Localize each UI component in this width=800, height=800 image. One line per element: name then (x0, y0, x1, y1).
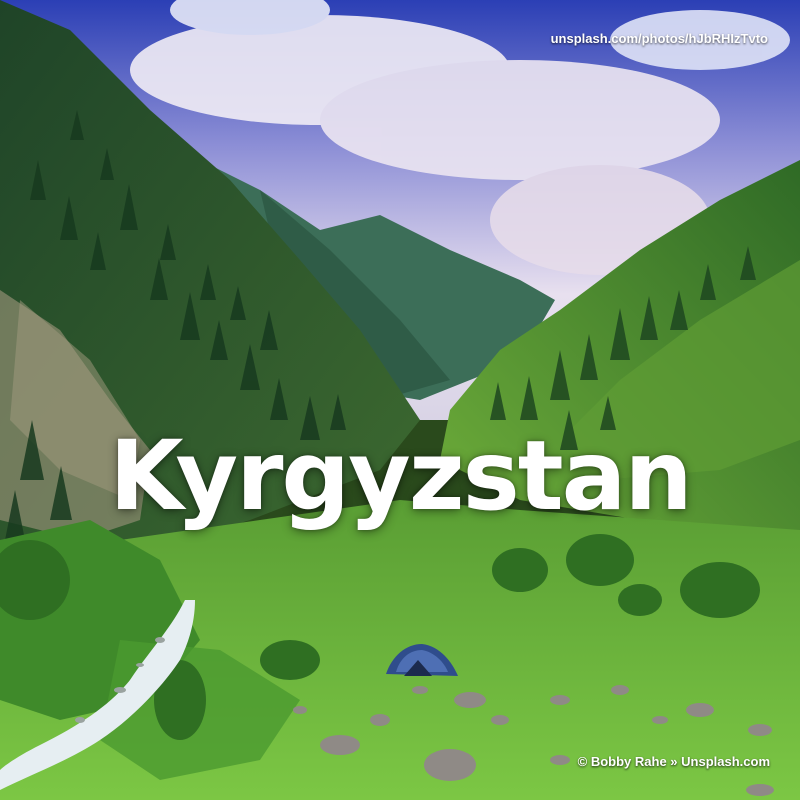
photo-credit: © Bobby Rahe » Unsplash.com (577, 754, 770, 769)
source-url: unsplash.com/photos/hJbRHIzTvto (550, 31, 768, 46)
image-title: Kyrgyzstan (109, 420, 691, 532)
